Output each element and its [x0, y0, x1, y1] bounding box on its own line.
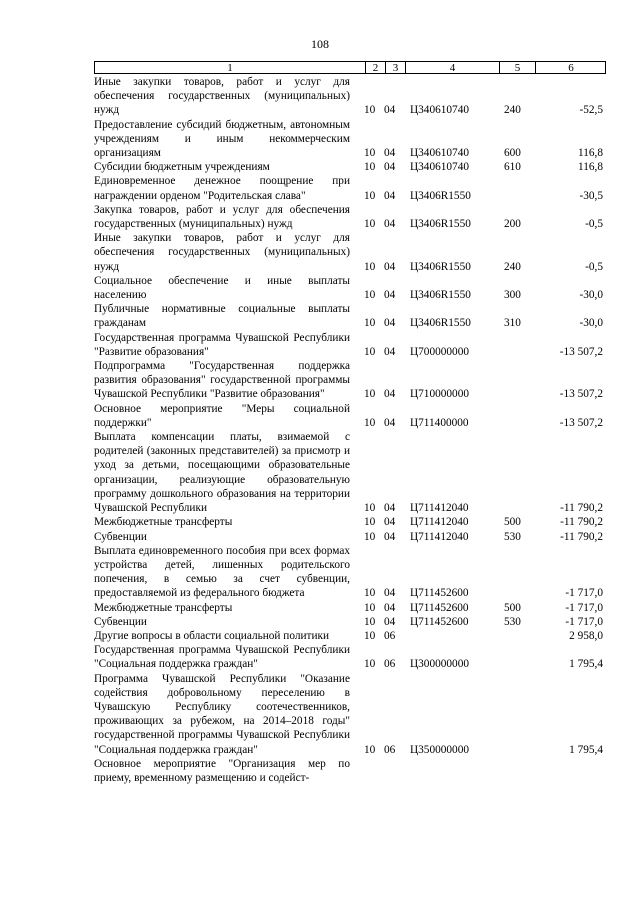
table-row — [94, 672, 606, 757]
row-c5: 240 — [504, 260, 521, 273]
row-c4: Ц350000000 — [410, 743, 469, 756]
table-row — [94, 331, 606, 359]
header-col-6: 6 — [535, 62, 606, 73]
row-c6: 1 795,4 — [569, 658, 603, 671]
table-row — [94, 160, 606, 174]
row-c3: 04 — [384, 218, 396, 231]
row-c6: -11 790,2 — [560, 530, 603, 543]
table-row — [94, 757, 606, 785]
table-row — [94, 231, 606, 274]
header-col-1: 1 — [227, 62, 233, 74]
row-name: Государственная программа Чувашской Республики "Социальная поддержка граждан" — [94, 644, 350, 671]
table-row — [94, 118, 606, 161]
page-number: 108 — [311, 37, 329, 51]
row-c6: 2 958,0 — [569, 629, 603, 642]
row-c2: 10 — [364, 502, 376, 515]
row-name: Публичные нормативные социальные выплаты гражданам — [94, 303, 350, 330]
table-row — [94, 629, 606, 643]
row-c5: 300 — [504, 289, 521, 302]
row-c6: -0,5 — [585, 218, 603, 231]
row-c2: 10 — [364, 601, 376, 614]
row-name: Подпрограмма "Государственная поддержка развития образования" государственной программы Чувашской Республики "Развитие образования" — [94, 360, 350, 401]
row-c2: 10 — [364, 161, 376, 174]
row-name: Выплата компенсации платы, взимаемой с родителей (законных представителей) за присмотр и уход за детьми, посещающими образовательные организации, реализующие образовательную программу дошкольного образования на территории Чувашской Республики — [94, 431, 350, 515]
row-c4: Ц711412040 — [410, 516, 469, 529]
row-c3: 04 — [384, 289, 396, 302]
row-c4: Ц711452600 — [410, 601, 469, 614]
table-row — [94, 359, 606, 402]
row-name: Субвенции — [94, 615, 147, 628]
row-name: Другие вопросы в области социальной политики — [94, 629, 330, 642]
row-c3: 04 — [384, 601, 396, 614]
row-c6: -11 790,2 — [560, 502, 603, 515]
row-c3: 04 — [384, 388, 396, 401]
row-c6: -52,5 — [579, 104, 603, 117]
row-c2: 10 — [364, 516, 376, 529]
row-c6: -30,5 — [579, 189, 603, 202]
row-name: Предоставление субсидий бюджетным, автономным учреждениям и иным некоммерческим организациям — [94, 118, 350, 160]
table-body — [94, 75, 606, 785]
table-row — [94, 430, 606, 515]
table-row — [94, 203, 606, 231]
header-col-4: 4 — [405, 62, 499, 73]
row-c3: 04 — [384, 530, 396, 543]
row-c3: 04 — [384, 104, 396, 117]
table-row — [94, 530, 606, 544]
row-c4: Ц3406R1550 — [410, 260, 471, 273]
row-name: Единовременное денежное поощрение при награждении орденом "Родительская слава" — [94, 175, 350, 202]
row-c3: 04 — [384, 416, 396, 429]
row-c3: 04 — [384, 587, 396, 600]
row-c5: 530 — [504, 615, 521, 628]
row-c2: 10 — [364, 615, 376, 628]
row-c3: 04 — [384, 147, 396, 160]
row-c2: 10 — [364, 629, 376, 642]
row-c2: 10 — [364, 289, 376, 302]
row-c6: 116,8 — [578, 147, 603, 160]
table-row — [94, 615, 606, 629]
row-c2: 10 — [364, 218, 376, 231]
row-c6: -30,0 — [579, 289, 603, 302]
row-c3: 04 — [384, 317, 396, 330]
row-c2: 10 — [364, 530, 376, 543]
row-c4: Ц710000000 — [410, 388, 469, 401]
row-c3: 04 — [384, 161, 396, 174]
row-name: Субвенции — [94, 530, 147, 543]
header-col-5: 5 — [499, 62, 535, 73]
table-row — [94, 544, 606, 601]
row-c5: 610 — [504, 161, 521, 174]
row-c4: Ц711412040 — [410, 530, 469, 543]
row-c4: Ц340610740 — [410, 147, 469, 160]
row-c2: 10 — [364, 260, 376, 273]
row-c6: 1 795,4 — [569, 743, 603, 756]
table-row — [94, 302, 606, 330]
row-c5: 200 — [504, 218, 521, 231]
row-c4: Ц3406R1550 — [410, 317, 471, 330]
row-c6: 116,8 — [578, 161, 603, 174]
row-c4: Ц340610740 — [410, 161, 469, 174]
table-row — [94, 601, 606, 615]
row-c5: 600 — [504, 147, 521, 160]
row-c3: 04 — [384, 516, 396, 529]
row-name: Субсидии бюджетным учреждениям — [94, 161, 270, 174]
row-c4: Ц711412040 — [410, 502, 469, 515]
row-c4: Ц711452600 — [410, 615, 469, 628]
row-name: Государственная программа Чувашской Республики "Развитие образования" — [94, 331, 350, 358]
row-name: Закупка товаров, работ и услуг для обеспечения государственных (муниципальных) нужд — [94, 203, 350, 231]
row-name: Основное мероприятие "Меры социальной поддержки" — [94, 402, 350, 429]
row-c3: 06 — [384, 658, 396, 671]
row-c5: 530 — [504, 530, 521, 543]
row-c6: -13 507,2 — [559, 388, 603, 401]
table-row — [94, 174, 606, 202]
row-c5: 500 — [504, 516, 521, 529]
row-c3: 04 — [384, 260, 396, 273]
row-c6: -1 717,0 — [565, 615, 603, 628]
row-name: Социальное обеспечение и иные выплаты населению — [94, 274, 350, 302]
row-c3: 04 — [384, 502, 396, 515]
row-c2: 10 — [364, 658, 376, 671]
table-row — [94, 274, 606, 302]
row-c2: 10 — [364, 743, 376, 756]
row-c6: -0,5 — [585, 260, 603, 273]
row-c4: Ц3406R1550 — [410, 189, 471, 202]
row-c4: Ц711452600 — [410, 587, 469, 600]
row-c6: -11 790,2 — [560, 516, 603, 529]
row-name: Выплата единовременного пособия при всех формах устройства детей, лишенных родительского попечения, в семью за счет субвенции, предоставляемой из федерального бюджета — [94, 544, 350, 600]
row-c2: 10 — [364, 416, 376, 429]
row-name: Иные закупки товаров, работ и услуг для обеспечения государственных (муниципальных) нужд — [94, 76, 350, 117]
row-c2: 10 — [364, 104, 376, 117]
row-c3: 04 — [384, 615, 396, 628]
row-c2: 10 — [364, 388, 376, 401]
row-name: Программа Чувашской Республики "Оказание содействия добровольному переселению в Чувашскую Республику соотечественников, проживающих за рубежом, на 2014–2018 годы" государственной программы Чувашской Республики "Социальная поддержка граждан" — [94, 672, 350, 756]
table-row — [94, 643, 606, 671]
row-c6: -30,0 — [579, 317, 603, 330]
row-c2: 10 — [364, 317, 376, 330]
row-c2: 10 — [364, 587, 376, 600]
row-c5: 240 — [504, 104, 521, 117]
row-c3: 04 — [384, 189, 396, 202]
header-col-3: 3 — [385, 62, 405, 73]
row-c6: -13 507,2 — [559, 416, 603, 429]
row-c5: 310 — [504, 317, 521, 330]
row-name: Иные закупки товаров, работ и услуг для обеспечения государственных (муниципальных) нужд — [94, 232, 350, 273]
header-col-2: 2 — [365, 62, 385, 73]
table-row — [94, 75, 606, 118]
table-header — [94, 61, 606, 74]
row-c4: Ц711400000 — [410, 416, 469, 429]
row-name: Основное мероприятие "Организация мер по приему, временному размещению и содейст- — [94, 757, 350, 784]
row-c6: -1 717,0 — [565, 601, 603, 614]
row-c6: -13 507,2 — [559, 345, 603, 358]
row-name: Межбюджетные трансферты — [94, 516, 233, 529]
row-c3: 04 — [384, 345, 396, 358]
row-c4: Ц300000000 — [410, 658, 469, 671]
table-row — [94, 515, 606, 529]
row-c4: Ц3406R1550 — [410, 289, 471, 302]
row-c6: -1 717,0 — [565, 587, 603, 600]
row-c3: 06 — [384, 743, 396, 756]
row-c2: 10 — [364, 345, 376, 358]
table-row — [94, 402, 606, 430]
row-c2: 10 — [364, 147, 376, 160]
row-c3: 06 — [384, 629, 396, 642]
row-c2: 10 — [364, 189, 376, 202]
row-name: Межбюджетные трансферты — [94, 601, 233, 614]
row-c4: Ц700000000 — [410, 345, 469, 358]
row-c4: Ц340610740 — [410, 104, 469, 117]
row-c5: 500 — [504, 601, 521, 614]
row-c4: Ц3406R1550 — [410, 218, 471, 231]
